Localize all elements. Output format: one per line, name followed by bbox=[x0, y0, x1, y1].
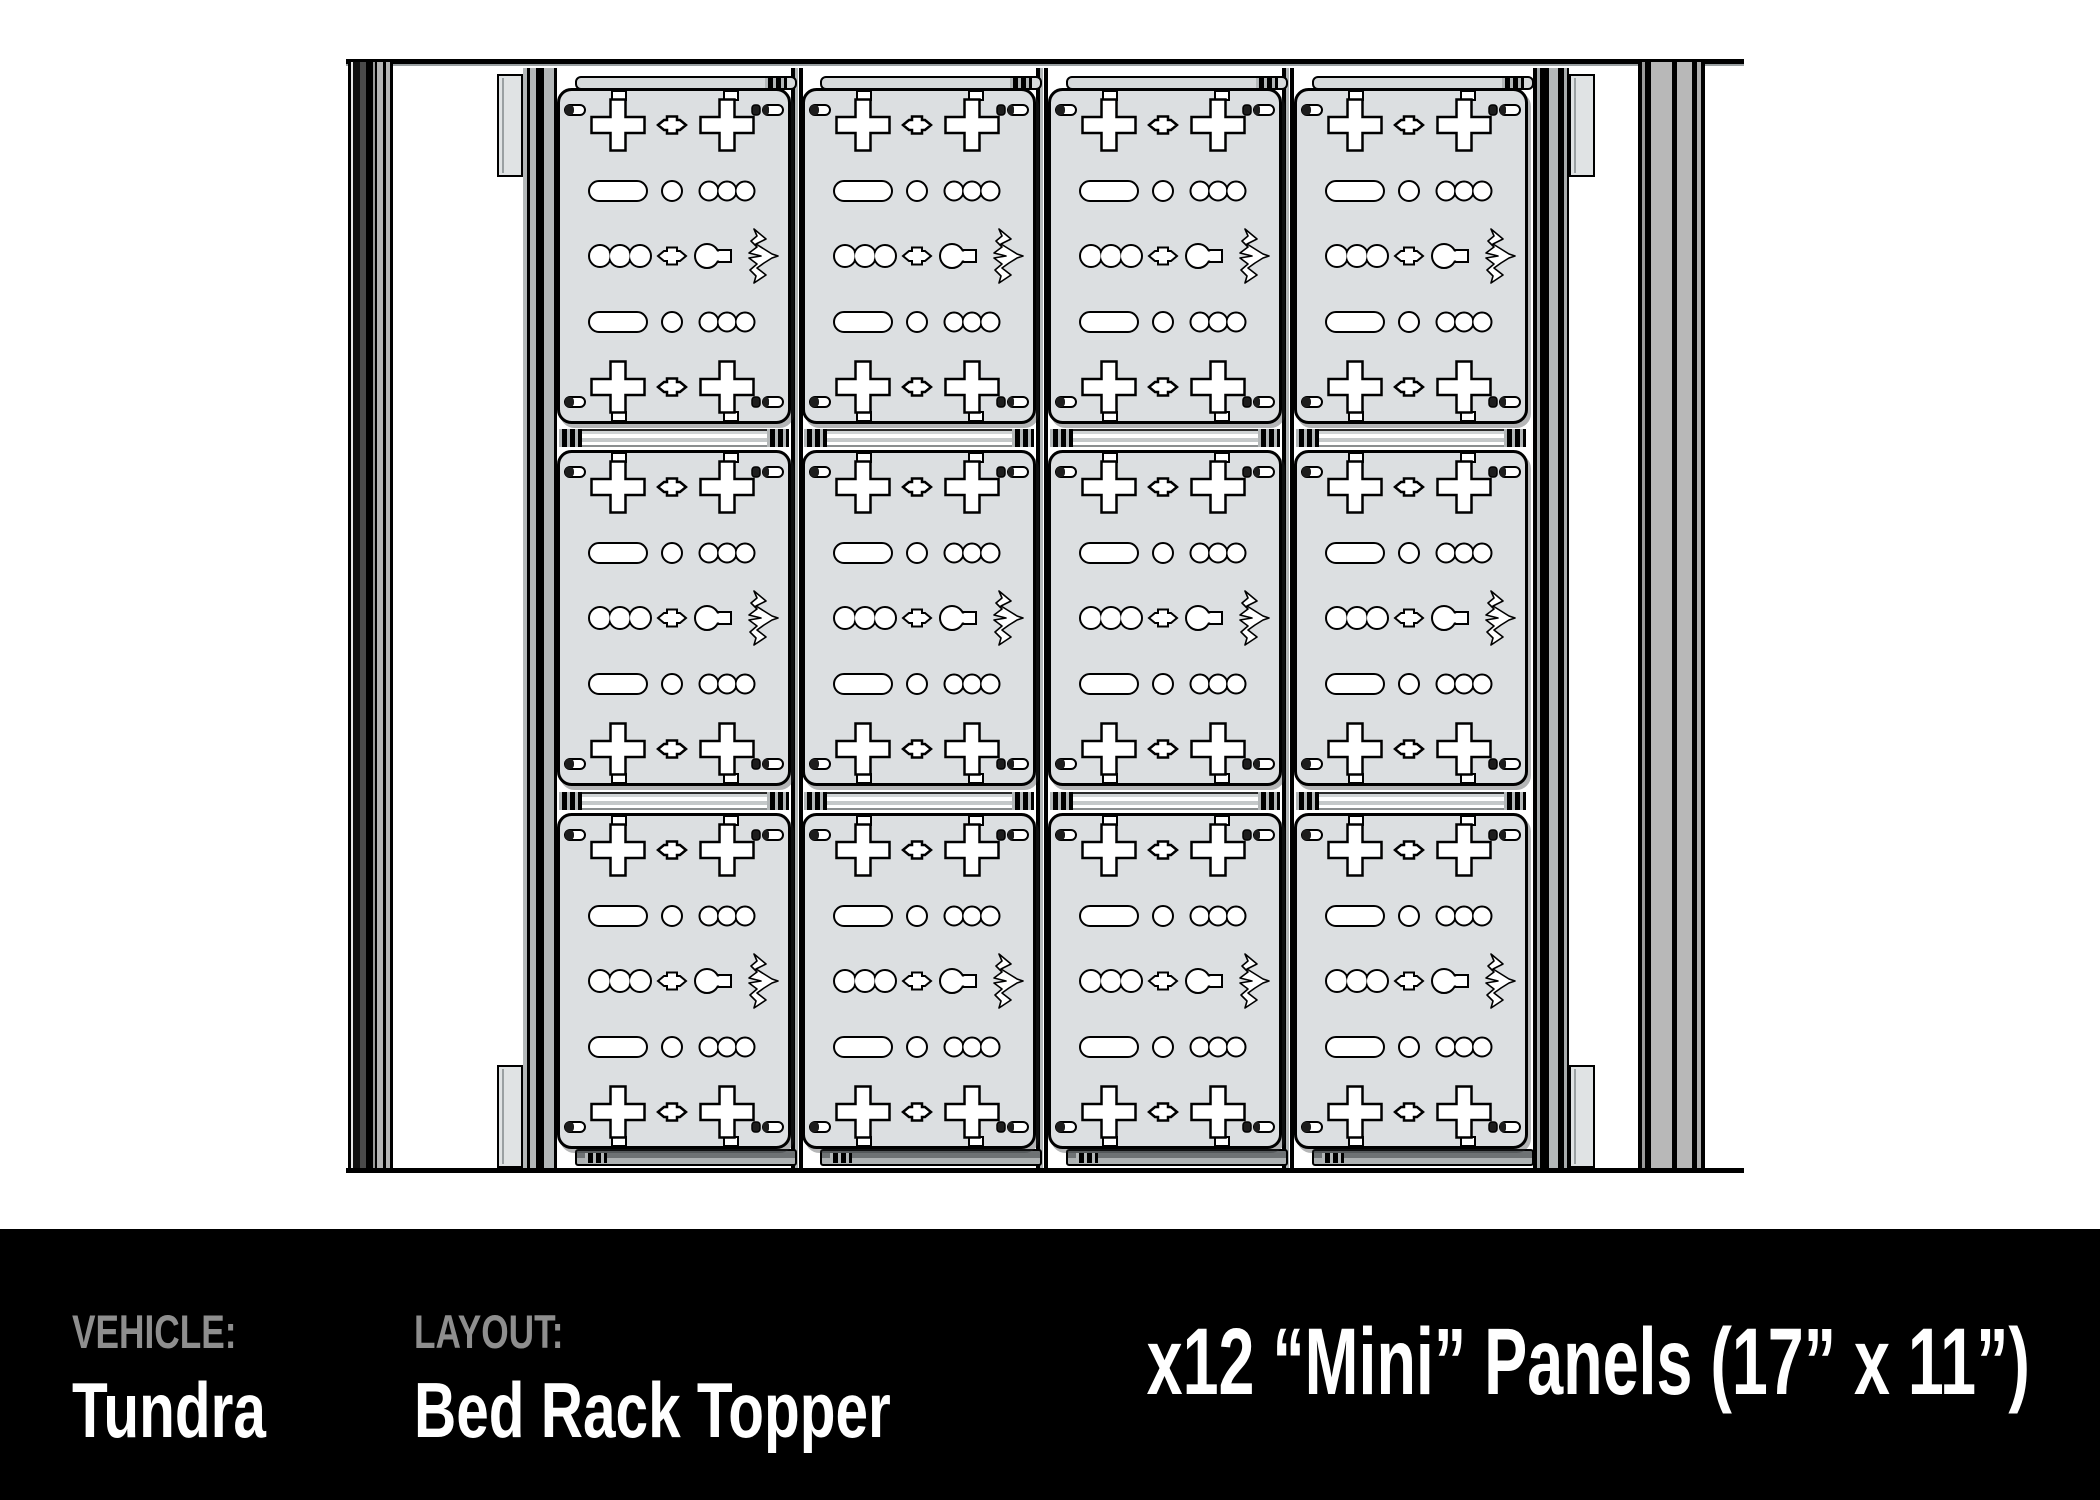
mini-panel bbox=[1294, 88, 1528, 424]
title-block-footer bbox=[0, 1229, 2100, 1500]
crossbar-end-stripes bbox=[559, 792, 581, 810]
mini-panel bbox=[1048, 450, 1282, 786]
mounting-bracket bbox=[1569, 1065, 1595, 1168]
mini-panel-art bbox=[802, 450, 1036, 786]
crossbar-end-stripes bbox=[767, 429, 789, 447]
crossbar-end-stripes bbox=[1076, 1153, 1098, 1163]
mini-panel bbox=[557, 813, 791, 1149]
mini-panel bbox=[802, 813, 1036, 1149]
crossbar-end-stripes bbox=[1322, 1153, 1344, 1163]
crossbar-end-stripes bbox=[1258, 792, 1280, 810]
rack-bottom-edge-line bbox=[346, 1168, 1744, 1173]
mini-panel-art bbox=[1294, 88, 1528, 424]
crossbar-end-stripes bbox=[1296, 429, 1318, 447]
crossbar-end-stripes bbox=[804, 792, 826, 810]
crossbar-end-stripes bbox=[830, 1153, 852, 1163]
crossbar-end-stripes bbox=[767, 792, 789, 810]
mini-panel-art bbox=[557, 450, 791, 786]
mini-panel-art bbox=[1294, 450, 1528, 786]
mini-panel-art bbox=[557, 813, 791, 1149]
crossbar-slot-bottom bbox=[1066, 1149, 1288, 1166]
crossbar bbox=[826, 792, 1014, 810]
crossbar bbox=[1072, 792, 1260, 810]
mini-panel-art bbox=[1294, 813, 1528, 1149]
crossbar-end-stripes bbox=[1010, 78, 1032, 88]
crossbar bbox=[581, 429, 769, 447]
crossbar-slot-bottom bbox=[575, 1149, 797, 1166]
mounting-bracket bbox=[497, 1065, 523, 1168]
crossbar bbox=[1318, 792, 1506, 810]
crossbar-end-stripes bbox=[1296, 792, 1318, 810]
crossbar bbox=[1072, 429, 1260, 447]
crossbar-end-stripes bbox=[1050, 429, 1072, 447]
crossbar-end-stripes bbox=[1504, 429, 1526, 447]
side-rail-right bbox=[1638, 62, 1705, 1168]
mini-panel-art bbox=[802, 88, 1036, 424]
mini-panel bbox=[1048, 88, 1282, 424]
panel-summary-title: x12 “Mini” Panels (17” x 11”) bbox=[1146, 1309, 2030, 1415]
mini-panel-art bbox=[557, 88, 791, 424]
layout-label: LAYOUT: bbox=[414, 1305, 564, 1358]
crossbar-end-stripes bbox=[1050, 792, 1072, 810]
upright-post bbox=[523, 68, 557, 1168]
mini-panel bbox=[1294, 450, 1528, 786]
mounting-bracket bbox=[1569, 74, 1595, 177]
crossbar-end-stripes bbox=[1012, 792, 1034, 810]
side-rail-left bbox=[348, 62, 393, 1168]
crossbar-end-stripes bbox=[1502, 78, 1524, 88]
crossbar bbox=[1318, 429, 1506, 447]
vehicle-label: VEHICLE: bbox=[72, 1305, 237, 1358]
mini-panel-art bbox=[1048, 450, 1282, 786]
crossbar-end-stripes bbox=[1258, 429, 1280, 447]
crossbar-end-stripes bbox=[559, 429, 581, 447]
vehicle-value: Tundra bbox=[72, 1366, 266, 1454]
crossbar-end-stripes bbox=[1012, 429, 1034, 447]
crossbar-end-stripes bbox=[1504, 792, 1526, 810]
upright-post bbox=[1036, 68, 1048, 1168]
mounting-bracket bbox=[497, 74, 523, 177]
crossbar-end-stripes bbox=[585, 1153, 607, 1163]
crossbar-slot-bottom bbox=[1312, 1149, 1534, 1166]
mini-panel-art bbox=[1048, 813, 1282, 1149]
mini-panel bbox=[557, 88, 791, 424]
crossbar-slot-bottom bbox=[820, 1149, 1042, 1166]
mini-panel bbox=[1048, 813, 1282, 1149]
crossbar-end-stripes bbox=[765, 78, 787, 88]
crossbar bbox=[581, 792, 769, 810]
crossbar-end-stripes bbox=[804, 429, 826, 447]
mini-panel bbox=[1294, 813, 1528, 1149]
upright-post bbox=[1533, 68, 1569, 1168]
mini-panel bbox=[802, 88, 1036, 424]
mini-panel-art bbox=[1048, 88, 1282, 424]
layout-value: Bed Rack Topper bbox=[414, 1366, 891, 1454]
crossbar bbox=[826, 429, 1014, 447]
rack-top-edge-shadow bbox=[346, 64, 1744, 66]
mini-panel-art bbox=[802, 813, 1036, 1149]
mini-panel bbox=[557, 450, 791, 786]
mini-panel bbox=[802, 450, 1036, 786]
crossbar-end-stripes bbox=[1256, 78, 1278, 88]
upright-post bbox=[1282, 68, 1294, 1168]
